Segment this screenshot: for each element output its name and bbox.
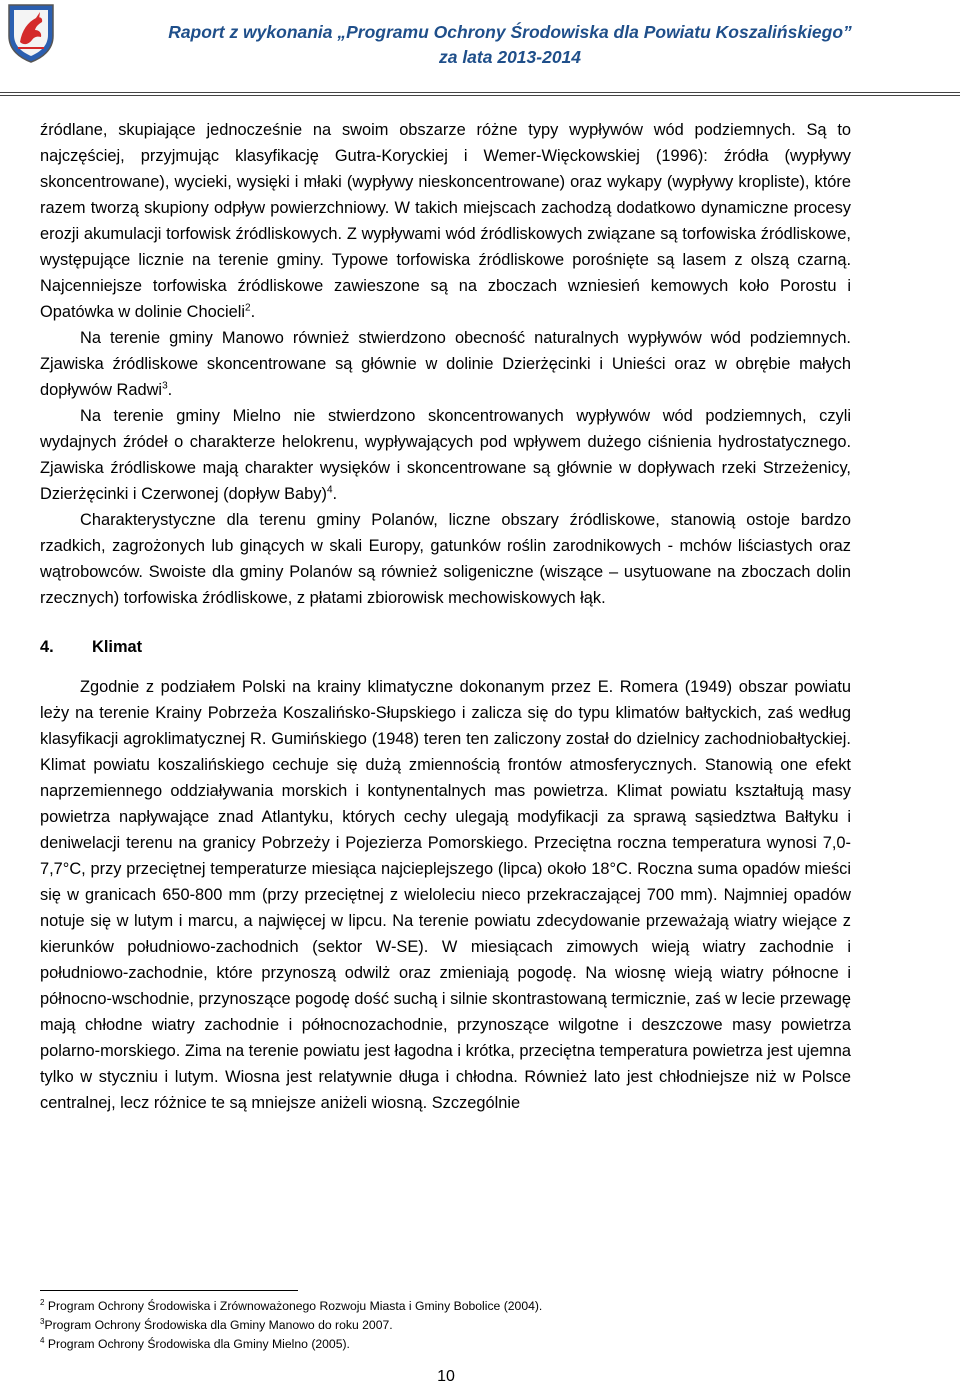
footnote-divider <box>40 1290 298 1291</box>
report-title-line-2: za lata 2013-2014 <box>438 47 582 67</box>
header-divider <box>0 92 960 96</box>
body-text <box>40 117 851 1116</box>
paragraph <box>40 117 851 325</box>
paragraph-end: . <box>332 485 338 503</box>
footnote-text: Program Ochrony Środowiska dla Gminy Manowo do roku 2007. <box>44 1318 393 1332</box>
report-title-line-1: Raport z wykonania „Programu Ochrony Środowiska dla Powiatu Koszalińskiego” <box>168 22 852 42</box>
paragraph-text: Na terenie gminy Mielno nie stwierdzono skoncentrowanych wypływów wód podziemnych, czyli wydajnych źródeł o charakterze helokrenu, wypływających pod wpływem dużego ciśnienia hydrostatycznego. Zjawiska źródliskowe mają charakter wysięków i skoncentrowane są głównie w dopływach rzeki Strzeżenicy, Dzierżęcinki i Czerwonej (dopływ Baby) <box>40 407 851 503</box>
paragraph <box>40 325 851 403</box>
footnote-ref: 2 <box>245 302 251 314</box>
paragraph-text: źródlane, skupiające jednocześnie na swoim obszarze różne typy wypływów wód podziemnych. Są to najczęściej, przyjmując klasyfikację Gutra-Koryckiej i Wemer-Więckowskiej (1996): źródła (wypływy skoncentrowane), wycieki, wysięki i młaki (wypływy nieskoncentrowane) oraz wykapy (wypływy kropliste), które razem tworzą skupiony odpływ powierzchniowy. W takich miejscach zachodzą dodatkowo dynamiczne procesy erozji akumulacji torfowisk źródliskowych. Z wypływami wód źródliskowych związane są torfowiska źródliskowe, występujące licznie na terenie gminy. Typowe torfowiska źródliskowe porośnięte są lasem z olszą czarną. Najcenniejsze torfowiska źródliskowe zawieszone są na zboczach wzniesień kemowych koło Porostu i Opatówka w dolinie Chocieli <box>40 121 851 321</box>
page-number: 10 <box>437 1368 455 1385</box>
section-heading <box>40 634 851 660</box>
paragraph-end: . <box>250 303 256 321</box>
footnote-number: 2 <box>40 1297 45 1307</box>
footnote <box>40 1297 880 1316</box>
footnote-text: Program Ochrony Środowiska dla Gminy Mielno (2005). <box>44 1337 350 1351</box>
section-title: Klimat <box>92 638 143 656</box>
footnote-text: Program Ochrony Środowiska i Zrównoważonego Rozwoju Miasta i Gminy Bobolice (2004). <box>44 1299 543 1313</box>
report-title <box>120 20 900 70</box>
paragraph: Charakterystyczne dla terenu gminy Polanów, liczne obszary źródliskowe, stanowią ostoje bardzo rzadkich, zagrożonych lub ginących w skali Europy, gatunków roślin zarodnikowych - mchów liściastych oraz wątrobowców. Swoiste dla gminy Polanów są również soligeniczne (wiszące – usytuowane na zboczach dolin rzecznych) torfowiska źródliskowe, z płatami zbiorowisk mechowiskowych łąk. <box>40 511 851 607</box>
coat-of-arms-icon <box>6 2 56 64</box>
paragraph-text: Na terenie gminy Manowo również stwierdzono obecność naturalnych wypływów wód podziemnych. Zjawiska źródliskowe skoncentrowane są głównie w dolinie Dzierżęcinki i Unieści oraz w obrębie małych dopływów Radwi <box>40 329 851 399</box>
footnote-number: 3 <box>40 1316 45 1326</box>
footnotes <box>40 1297 880 1354</box>
section-number: 4. <box>40 638 54 656</box>
paragraph <box>40 403 851 507</box>
footnote-ref: 3 <box>162 380 168 392</box>
footnote <box>40 1335 880 1354</box>
footnote-ref: 4 <box>326 484 333 496</box>
page-header <box>0 0 960 98</box>
paragraph: Zgodnie z podziałem Polski na krainy klimatyczne dokonanym przez E. Romera (1949) obszar powiatu leży na terenie Krainy Pobrzeża Koszalińsko-Słupskiego i zalicza się do typu klimatów bałtyckich, zaś według klasyfikacji agroklimatycznej R. Gumińskiego (1948) teren ten zaliczony został do dzielnicy zachodniobałtyckiej. Klimat powiatu koszalińskiego cechuje się dużą zmiennością frontów atmosferycznych. Stanowią one efekt naprzemiennego oddziaływania morskich i kontynentalnych mas powietrza. Klimat powiatu kształtują masy powietrza napływające znad Atlantyku, których cechy ulegają modyfikacji za sprawą sąsiedztwa Bałtyku i deniwelacji terenu na granicy Pobrzeży i Pojezierza Pomorskiego. Przeciętna roczna temperatura wynosi 7,0-7,7°C, przy przeciętnej temperaturze miesiąca najcieplejszego (lipca) około 18°C. Roczna suma opadów mieści się w granicach 650-800 mm (przy przeciętnej z wieloleciu nieco przekraczającej 700 mm). Najmniej opadów notuje się w lutym i marcu, a najwięcej w lipcu. Na terenie powiatu zdecydowanie przeważają wiatry wiejące z kierunków południowo-zachodnich (sektor W-SE). W miesiącach zimowych wieją wiatry zachodnie i południowo-zachodnie, które przynoszą odwilż oraz zmieniają pogodę. Na wiosnę wieją wiatry północne i północno-wschodnie, przynoszące pogodę dość suchą i silnie skontrastowaną termicznie, zaś w lecie przewagę mają chłodne wiatry zachodnie i północnozachodnie, przynoszące wilgotne i deszczowe masy powietrza polarno-morskiego. Zima na terenie powiatu jest łagodna i krótka, przeciętna temperatura powietrza jest ujemna tylko w styczniu i lutym. Wiosna jest relatywnie długa i chłodna. Również lato jest chłodniejsze niż w Polsce centralnej, lecz różnice te są mniejsze aniżeli wiosną. Szczególnie <box>40 678 851 1112</box>
footnote-number: 4 <box>40 1335 45 1345</box>
paragraph-end: . <box>167 381 173 399</box>
footnote <box>40 1316 880 1335</box>
